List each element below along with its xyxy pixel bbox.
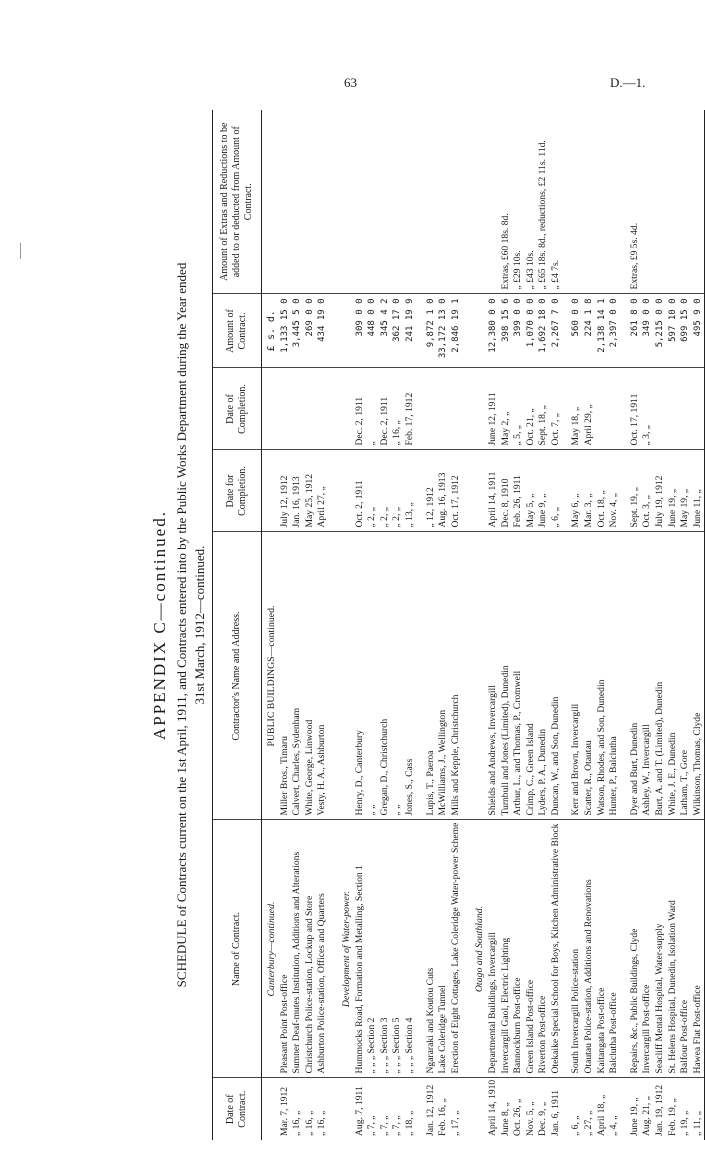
date-for-completion-cell: „ 2, „ [366, 450, 379, 532]
date-of-contract-cell: „ 17, „ [449, 1110, 461, 1136]
contractor-cell: „ „ [366, 532, 379, 820]
margin-mark [20, 243, 21, 259]
amount-cell: 269 0 0 [304, 294, 317, 368]
contract-name-cell: Otekaike Special School for Boys, Kitchen Administrative Block [550, 820, 563, 1078]
contract-name-cell: Invercargill Post-office [641, 820, 654, 1078]
date-of-completion-cell [692, 368, 705, 450]
amount-cell: 309 0 0 [354, 294, 367, 368]
extras-cell [692, 110, 705, 294]
table-row [437, 110, 450, 1140]
contract-name-cell: Kaitangata Post-office [596, 820, 609, 1078]
date-of-completion-cell: Dec. 2, 1911 [379, 368, 392, 450]
contractor-cell: Hunter, P., Balclutha [608, 532, 621, 820]
date-of-completion-cell [316, 368, 329, 450]
table-row [354, 110, 367, 1140]
date-of-completion-cell [450, 368, 463, 450]
date-of-completion-cell [437, 368, 450, 450]
date-of-completion-cell: „ 5, „ [512, 368, 525, 450]
contractor-cell: Wilkinson, Thomas, Clyde [692, 532, 705, 820]
table-row [537, 110, 550, 1140]
date-of-completion-cell [291, 368, 304, 450]
date-of-completion-cell: Sept. 18, „ [537, 368, 550, 450]
date-for-completion-cell: Oct. 2, 1911 [354, 450, 367, 532]
contract-name-cell: Invercargill Gaol, Electric Lighting [500, 820, 513, 1078]
date-of-contract-cell: Oct. 26, „ [512, 1098, 524, 1136]
spacer-row [417, 110, 425, 1140]
contractor-cell: Crimp, C., Green Island [525, 532, 538, 820]
extras-cell [404, 110, 417, 294]
date-for-completion-cell: „ 12, 1912 [425, 450, 438, 532]
otago-heading: Otago and Southland. [474, 905, 486, 993]
section-heading-row [262, 110, 279, 1140]
contractor-cell: Watson, Rhodes, and Son, Dunedin [596, 532, 609, 820]
date-for-completion-cell: „ 13, „ [404, 450, 417, 532]
public-buildings-heading: PUBLIC BUILDINGS—continued. [262, 532, 279, 820]
contractor-cell: Latham, T., Gore [679, 532, 692, 820]
contractor-cell: Shields and Andrews, Invercargill [487, 532, 500, 820]
contractor-cell: Kerr and Brown, Invercargill [570, 532, 583, 820]
contractor-cell: Lupis, T., Paeroa [425, 532, 438, 820]
extras-cell [641, 110, 654, 294]
amount-cell: 345 4 2 [379, 294, 392, 368]
date-of-completion-cell [304, 368, 317, 450]
schedule-title-line1: SCHEDULE of Contracts current on the 1st April, 1911, and Contracts entered into by the Public Works Department during the Year ended [174, 262, 189, 988]
contractor-cell: Vesty, H. A., Ashburton [316, 532, 329, 820]
contractor-cell: White, George, Linwood [304, 532, 317, 820]
header-name-of-contract: Name of Contract. [213, 820, 262, 1078]
extras-cell: „ £65 18s. 8d., reductions, £2 11s. 11d. [537, 110, 550, 294]
date-of-contract-cell: „ 6, „ [570, 1115, 582, 1136]
date-of-completion-cell: Oct. 17, 1911 [629, 368, 642, 450]
date-of-contract-cell: Jan. 19, 1912 [654, 1084, 666, 1136]
date-of-contract-cell: Aug. 7, 1911 [353, 1086, 365, 1136]
date-of-completion-cell: „ 3, „ [641, 368, 654, 450]
amount-cell: 1,133 15 0 [279, 294, 292, 368]
date-of-contract-cell: „ 27, „ [583, 1110, 595, 1136]
amount-cell: 224 1 8 [583, 294, 596, 368]
water-power-heading: Development of Water-power. [340, 890, 352, 1008]
contract-name-cell: Christchurch Police-station, Lockup and Store [304, 820, 317, 1078]
extras-cell: „ £29 10s. [512, 110, 525, 294]
extras-cell: Extras, £9 5s. 4d. [629, 110, 642, 294]
table-row [608, 110, 621, 1140]
date-of-contract-cell: „ 16, „ [316, 1110, 328, 1136]
date-of-contract-cell: Feb. 19, „ [666, 1098, 678, 1136]
table-row [512, 110, 525, 1140]
date-for-completion-cell: Nov. 4, „ [608, 450, 621, 532]
table-row [667, 110, 680, 1140]
date-for-completion-cell: Oct. 3, „ [641, 450, 654, 532]
amount-cell: 1,070 0 0 [525, 294, 538, 368]
date-of-completion-cell: May 18, „ [570, 368, 583, 450]
contract-name-cell: „ „ „ Section 5 [391, 820, 404, 1078]
amount-cell: 1,692 18 0 [537, 294, 550, 368]
amount-cell: 434 19 0 [316, 294, 329, 368]
date-for-completion-cell: June 19, „ [667, 450, 680, 532]
contract-name-cell: Riverton Post-office [537, 820, 550, 1078]
amount-cell: 398 15 6 [500, 294, 513, 368]
contract-name-cell: Otautau Police-station, Additions and Renovations [583, 820, 596, 1078]
amount-cell: 399 0 0 [512, 294, 525, 368]
table-row [366, 110, 379, 1140]
amount-cell: 495 9 0 [692, 294, 705, 368]
contract-name-cell: Balfour Post-office [679, 820, 692, 1078]
date-of-contract-cell: April 18, „ [595, 1094, 607, 1136]
spacer-row [621, 110, 629, 1140]
date-for-completion-cell: Jan. 16, 1913 [291, 450, 304, 532]
date-for-completion-cell: July 19, 1912 [654, 450, 667, 532]
extras-cell [316, 110, 329, 294]
date-of-contract-cell: Feb. 16, „ [437, 1098, 449, 1136]
table-row [525, 110, 538, 1140]
extras-cell [679, 110, 692, 294]
appendix-title: APPENDIX C—continued. [150, 510, 169, 740]
extras-cell: Extras, £60 18s. 8d. [500, 110, 513, 294]
contractor-cell: Miller Bros., Timaru [279, 532, 292, 820]
date-for-completion-cell: Mar. 3, „ [583, 450, 596, 532]
header-date-of-completion: Date of Completion. [213, 368, 262, 450]
contract-name-cell: Repairs, &c., Public Buildings, Clyde [629, 820, 642, 1078]
header-date-of-contract: Date of Contract. [213, 1078, 262, 1140]
table-row [404, 110, 417, 1140]
canterbury-heading: Canterbury—continued. [262, 820, 279, 1078]
table-row [654, 110, 667, 1140]
contract-name-cell: Ngararaki and Koutou Cuts [425, 820, 438, 1078]
date-of-contract-cell: Aug. 21, „ [641, 1096, 653, 1136]
contract-name-cell: Balclutha Post-office [608, 820, 621, 1078]
spacer-row [329, 110, 337, 1140]
table-row [279, 110, 292, 1140]
date-of-contract-cell: April 14, 1910 [486, 1079, 498, 1136]
amount-cell: 2,267 7 0 [550, 294, 563, 368]
header-date-for-completion: Date for Completion. [213, 450, 262, 532]
date-of-contract-cell: Dec. 9, „ [537, 1101, 549, 1136]
extras-cell [596, 110, 609, 294]
table-row [304, 110, 317, 1140]
contractor-cell: Henry, D., Canterbury [354, 532, 367, 820]
date-of-contract-cell: „ 4, „ [608, 1115, 620, 1136]
date-for-completion-cell: Sept. 19, „ [629, 450, 642, 532]
contract-name-cell: South Invercargill Police-station [570, 820, 583, 1078]
contractor-cell: Arthur, L., and Thomas, P., Cromwell [512, 532, 525, 820]
date-for-completion-cell: Oct. 17, 1912 [450, 450, 463, 532]
contract-name-cell: Erection of Eight Cottages, Lake Coleridge Water-power Scheme [450, 820, 463, 1078]
extras-cell [450, 110, 463, 294]
date-for-completion-cell: May 5, „ [525, 450, 538, 532]
extras-cell [570, 110, 583, 294]
contract-name-cell: „ „ „ Section 3 [379, 820, 392, 1078]
date-of-completion-cell: Oct. 7, „ [550, 368, 563, 450]
contractor-cell: Dyer and Burt, Dunedin [629, 532, 642, 820]
date-for-completion-cell: May 19, „ [679, 450, 692, 532]
date-of-contract-cell: „ 11, „ [692, 1078, 705, 1140]
contract-name-cell: Hummocks Road, Formation and Metalling, Section 1 [354, 820, 367, 1078]
date-of-contract-cell: June 19, „ [628, 1097, 640, 1136]
spacer-row [462, 110, 470, 1140]
contractor-cell: Ashley, W., Invercargill [641, 532, 654, 820]
date-of-completion-cell: „ [366, 368, 379, 450]
date-of-completion-cell [679, 368, 692, 450]
contractor-cell: Burt, A. and T. (Limited), Dunedin [654, 532, 667, 820]
date-for-completion-cell: May 25, 1912 [304, 450, 317, 532]
date-of-completion-cell [596, 368, 609, 450]
date-of-completion-cell: „ 16, „ [391, 368, 404, 450]
extras-cell: „ £43 10s. [525, 110, 538, 294]
table-row [679, 110, 692, 1140]
amount-cell: 5,215 0 0 [654, 294, 667, 368]
extras-cell [279, 110, 292, 294]
contractor-cell: „ „ [391, 532, 404, 820]
date-for-completion-cell: Aug. 16, 1913 [437, 450, 450, 532]
table-row [487, 110, 500, 1140]
amount-cell: 560 0 0 [570, 294, 583, 368]
contractor-cell: Mills and Kepple, Christchurch [450, 532, 463, 820]
extras-cell [291, 110, 304, 294]
table-row [425, 110, 438, 1140]
amount-cell: 362 17 0 [391, 294, 404, 368]
date-for-completion-cell: April 14, 1911 [487, 450, 500, 532]
contracts-table [212, 110, 705, 1140]
extras-cell [391, 110, 404, 294]
date-for-completion-cell: June 11, „ [692, 450, 705, 532]
date-of-completion-cell: Oct. 21, „ [525, 368, 538, 450]
date-of-contract-cell: „ 16, „ [303, 1110, 315, 1136]
contract-name-cell: Lake Coleridge Tunnel [437, 820, 450, 1078]
date-of-completion-cell [608, 368, 621, 450]
section-heading-row [337, 110, 354, 1140]
date-of-completion-cell: June 12, 1911 [487, 368, 500, 450]
date-of-contract-cell: „ 18, „ [403, 1110, 415, 1136]
schedule-title-line2: 31st March, 1912—continued. [192, 545, 207, 705]
extras-cell [425, 110, 438, 294]
contractor-cell: Gregan, D., Christchurch [379, 532, 392, 820]
currency-header: £ s. d. [262, 294, 279, 368]
date-of-completion-cell [667, 368, 680, 450]
contractor-cell: Jones, S., Cass [404, 532, 417, 820]
table-row [583, 110, 596, 1140]
amount-cell: 3,445 5 0 [291, 294, 304, 368]
date-of-contract-cell: June 8, „ [499, 1102, 511, 1136]
date-of-completion-cell [279, 368, 292, 450]
table-header-row [213, 110, 262, 1140]
date-for-completion-cell: May 6, „ [570, 450, 583, 532]
amount-cell: 33,172 13 0 [437, 294, 450, 368]
extras-cell: „ £4 7s. [550, 110, 563, 294]
date-for-completion-cell: Feb. 26, 1911 [512, 450, 525, 532]
date-for-completion-cell: „ 6, „ [550, 450, 563, 532]
date-for-completion-cell: June 9, „ [537, 450, 550, 532]
date-for-completion-cell: Oct. 18, „ [596, 450, 609, 532]
date-for-completion-cell: April 27, „ [316, 450, 329, 532]
table-row [596, 110, 609, 1140]
table-row [316, 110, 329, 1140]
extras-cell [366, 110, 379, 294]
date-of-contract-cell: Mar. 7, 1912 [278, 1086, 290, 1136]
date-of-completion-cell: April 29, „ [583, 368, 596, 450]
contract-name-cell: St. Helens Hospital, Dunedin, Isolation Ward [667, 820, 680, 1078]
contract-name-cell: Hawea Flat Post-office [692, 820, 705, 1078]
date-of-contract-cell: „ 7, „ [378, 1115, 390, 1136]
amount-cell: 241 19 9 [404, 294, 417, 368]
date-of-completion-cell: Dec. 2, 1911 [354, 368, 367, 450]
amount-cell: 9,872 1 0 [425, 294, 438, 368]
contract-name-cell: Departmental Buildings, Invercargill [487, 820, 500, 1078]
date-for-completion-cell: „ 2, „ [391, 450, 404, 532]
page-number: 63 [344, 75, 357, 90]
extras-cell [667, 110, 680, 294]
date-of-completion-cell: May 2, „ [500, 368, 513, 450]
extras-cell [437, 110, 450, 294]
date-of-completion-cell [425, 368, 438, 450]
document-code: D.—1. [610, 75, 646, 90]
header-amount: Amount of Contract. [213, 294, 262, 368]
extras-cell [608, 110, 621, 294]
contract-name-cell: Green Island Post-office [525, 820, 538, 1078]
table-row [641, 110, 654, 1140]
amount-cell: 597 10 0 [667, 294, 680, 368]
date-for-completion-cell: Dec. 8, 1910 [500, 450, 513, 532]
contract-name-cell: Ashburton Police-station, Offices and Quarters [316, 820, 329, 1078]
contract-name-cell: „ „ „ Section 2 [366, 820, 379, 1078]
extras-cell [304, 110, 317, 294]
date-for-completion-cell: July 12, 1912 [279, 450, 292, 532]
extras-cell [654, 110, 667, 294]
amount-cell: 2,846 19 1 [450, 294, 463, 368]
extras-cell [354, 110, 367, 294]
spacer-row [562, 110, 570, 1140]
amount-cell: 2,138 14 1 [596, 294, 609, 368]
extras-cell [379, 110, 392, 294]
table-row [450, 110, 463, 1140]
contractor-cell: Lyders, P. A., Dunedin [537, 532, 550, 820]
contract-name-cell: Seacliff Mental Hospital, Water-supply [654, 820, 667, 1078]
extras-cell [583, 110, 596, 294]
date-of-contract-cell: Jan. 6, 1911 [549, 1089, 561, 1136]
extras-cell [487, 110, 500, 294]
date-of-contract-cell: „ 16, „ [291, 1110, 303, 1136]
date-of-completion-cell: Feb. 17, 1912 [404, 368, 417, 450]
header-extras: Amount of Extras and Reductions to be added to or deducted from Amount of Contract. [213, 110, 262, 294]
date-for-completion-cell: „ 2, „ [379, 450, 392, 532]
contractor-cell: McWilliams, J., Wellington [437, 532, 450, 820]
header-contractor: Contractor's Name and Address. [213, 532, 262, 820]
date-of-contract-cell: Nov. 5, „ [524, 1101, 536, 1136]
contract-name-cell: Pleasant Point Post-office [279, 820, 292, 1078]
contract-name-cell: „ „ „ Section 4 [404, 820, 417, 1078]
contractor-cell: Duncan, W., and Son, Dunedin [550, 532, 563, 820]
table-row [570, 110, 583, 1140]
table-row [500, 110, 513, 1140]
amount-cell: 2,397 0 0 [608, 294, 621, 368]
amount-cell: 261 8 0 [629, 294, 642, 368]
amount-cell: 349 0 0 [641, 294, 654, 368]
table-row [550, 110, 563, 1140]
table-row [379, 110, 392, 1140]
date-of-contract-cell: Jan. 12, 1912 [424, 1084, 436, 1136]
rotated-schedule [150, 110, 703, 1140]
contract-name-cell: Sumner Deaf-mutes Institution, Additions and Alterations [291, 820, 304, 1078]
section-heading-row [470, 110, 487, 1140]
contractor-cell: Scatter, R., Otautau [583, 532, 596, 820]
contractor-cell: White, J. E., Dunedin [667, 532, 680, 820]
contractor-cell: Calvert, Charles, Sydenham [291, 532, 304, 820]
date-of-contract-cell: „ 7, „ [391, 1115, 403, 1136]
contract-name-cell: Bannockburn Post-office [512, 820, 525, 1078]
amount-cell: 12,380 0 0 [487, 294, 500, 368]
amount-cell: 699 15 0 [679, 294, 692, 368]
date-of-completion-cell [654, 368, 667, 450]
table-row [291, 110, 304, 1140]
table-row [629, 110, 642, 1140]
date-of-contract-cell: „ 7, „ [366, 1115, 378, 1136]
date-of-contract-cell: „ 19, „ [679, 1110, 691, 1136]
amount-cell: 448 0 0 [366, 294, 379, 368]
table-row [692, 110, 705, 1140]
contractor-cell: Turnbull and Jones (Limited), Dunedin [500, 532, 513, 820]
table-row [391, 110, 404, 1140]
